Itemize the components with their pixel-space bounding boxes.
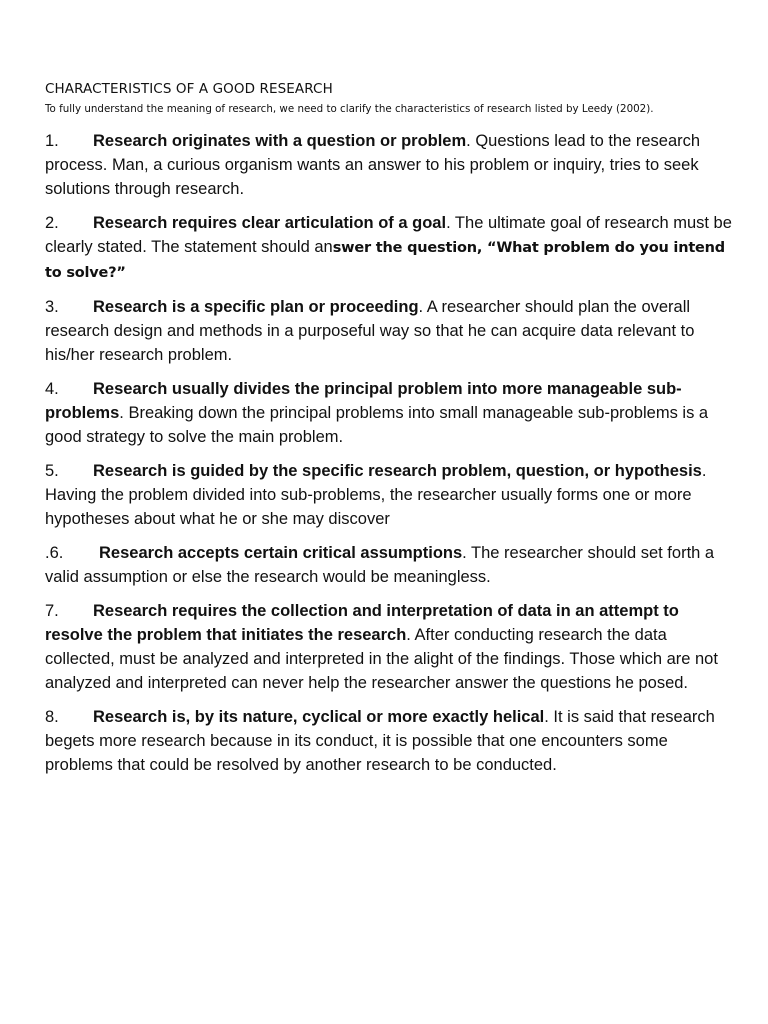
item-number: 1. <box>45 132 59 150</box>
document-page <box>45 80 735 787</box>
item-heading: Research requires the collection and interpretation of data in an attempt to resolve the problem that initiates the research <box>45 602 679 644</box>
item-heading: Research is a specific plan or proceeding <box>93 298 419 316</box>
item-heading: Research originates with a question or problem <box>93 132 467 150</box>
item-number: 5. <box>45 462 59 480</box>
item-number: .6. <box>45 544 64 562</box>
list-item-2 <box>45 211 735 285</box>
item-body: . A researcher should plan the overall research design and methods in a purposeful way so that he can acquire data relevant to his/her research problem. <box>45 298 695 364</box>
list-item-8 <box>45 705 735 777</box>
document-subtitle: To fully understand the meaning of research, we need to clarify the characteristics of research listed by Leedy (2002). <box>45 103 654 115</box>
list-item-6 <box>45 541 735 589</box>
item-body-tail: swer the question, “What problem do you intend to solve?” <box>45 240 725 281</box>
item-number: 4. <box>45 380 59 398</box>
item-heading: Research is, by its nature, cyclical or more exactly helical <box>93 708 545 726</box>
item-number: 7. <box>45 602 59 620</box>
item-heading: Research usually divides the principal problem into more manageable sub-problems <box>45 380 682 422</box>
item-body: . It is said that research begets more research because in its conduct, it is possible that one encounters some problems that could be resolved by another research to be conducted. <box>45 708 715 774</box>
item-body: . Breaking down the principal problems into small manageable sub-problems is a good strategy to solve the main problem. <box>45 404 709 446</box>
list-item-3 <box>45 295 735 367</box>
item-body: . The researcher should set forth a valid assumption or else the research would be meaningless. <box>45 544 715 586</box>
list-item-4 <box>45 377 735 449</box>
list-item-7 <box>45 599 735 695</box>
item-body: . After conducting research the data collected, must be analyzed and interpreted in the alight of the findings. Those which are not analyzed and interpreted can never help the researcher answer the questions he posed. <box>45 626 718 692</box>
item-number: 8. <box>45 708 59 726</box>
item-heading: Research is guided by the specific research problem, question, or hypothesis <box>93 462 702 480</box>
item-heading: Research requires clear articulation of a goal <box>93 214 447 232</box>
item-number: 2. <box>45 214 59 232</box>
list-item-5 <box>45 459 735 531</box>
item-body: . The ultimate goal of research must be clearly stated. The statement should an <box>45 214 732 256</box>
item-heading: Research accepts certain critical assumptions <box>99 544 463 562</box>
item-body: . Having the problem divided into sub-problems, the researcher usually forms one or more hypotheses about what he or she may discover <box>45 462 707 528</box>
list-item-1 <box>45 129 735 201</box>
document-title: CHARACTERISTICS OF A GOOD RESEARCH <box>45 81 333 97</box>
item-number: 3. <box>45 298 59 316</box>
item-body: . Questions lead to the research process. Man, a curious organism wants an answer to his problem or inquiry, tries to seek solutions through research. <box>45 132 701 198</box>
